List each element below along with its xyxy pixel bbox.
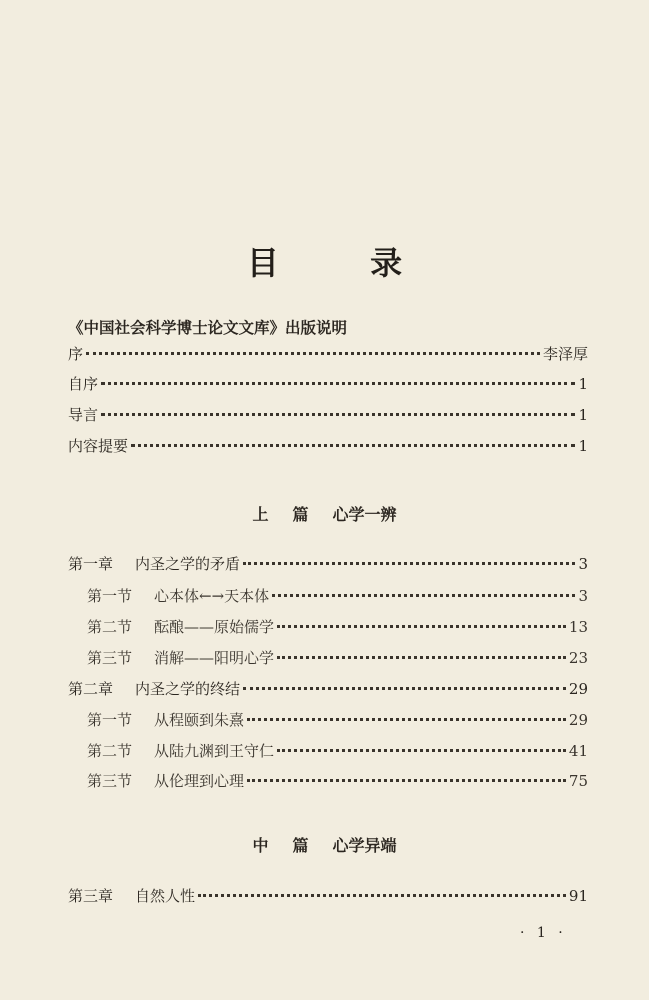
toc-entry-page: 3 (578, 555, 588, 573)
toc-entry-label: 从陆九渊到王守仁 (154, 742, 275, 760)
toc-entry-number: 第三节 (87, 772, 133, 790)
toc-entry-section[interactable] (87, 616, 588, 638)
part-heading-prefix: 中 (252, 836, 269, 855)
toc-entry-number: 第二节 (87, 618, 133, 636)
part-heading-title: 心学一辨 (332, 505, 397, 524)
toc-entry-label: 从伦理到心理 (154, 772, 245, 790)
dot-leader (131, 444, 575, 447)
dot-leader (277, 625, 566, 628)
dot-leader (247, 779, 566, 782)
toc-entry-page: 91 (568, 887, 588, 905)
toc-entry-section[interactable] (87, 740, 588, 762)
toc-entry-chapter[interactable] (68, 885, 588, 907)
toc-entry-section[interactable] (87, 770, 588, 792)
toc-entry-page: 1 (578, 406, 588, 424)
dot-leader (101, 382, 575, 385)
dot-leader (243, 562, 575, 565)
page-number: · 1 · (520, 925, 567, 941)
toc-entry-number: 第三节 (87, 649, 133, 667)
toc-entry-label: 从程颐到朱熹 (154, 711, 245, 729)
page-title: 目 录 (246, 244, 443, 282)
part-heading-title: 心学异端 (332, 836, 397, 855)
toc-entry-label: 内容提要 (68, 437, 129, 455)
toc-entry-page: 29 (568, 680, 588, 698)
toc-entry-number: 第二节 (87, 742, 133, 760)
part-heading-word: 篇 (292, 836, 309, 855)
toc-entry-label: 心本体←→天本体 (154, 587, 270, 605)
toc-entry-page: 1 (578, 375, 588, 393)
toc-entry-section[interactable] (87, 585, 588, 607)
part-heading-1 (0, 502, 649, 525)
toc-entry-chapter[interactable] (68, 553, 588, 575)
series-statement: 《中国社会科学博士论文文库》出版说明 (68, 318, 348, 337)
toc-entry-label: 内圣之学的终结 (135, 680, 241, 698)
toc-entry-label: 自然人性 (135, 887, 196, 905)
toc-entry-number: 第三章 (68, 887, 114, 905)
toc-entry-label: 酝酿——原始儒学 (154, 618, 275, 636)
toc-entry-abstract[interactable] (68, 435, 588, 457)
dot-leader (272, 594, 575, 597)
toc-entry-label: 内圣之学的矛盾 (135, 555, 241, 573)
toc-entry-page: 29 (568, 711, 588, 729)
toc-entry-section[interactable] (87, 709, 588, 731)
toc-entry-number: 第一节 (87, 711, 133, 729)
toc-entry-chapter[interactable] (68, 678, 588, 700)
dot-leader (86, 352, 540, 355)
toc-entry-page: 1 (578, 437, 588, 455)
part-heading-word: 篇 (292, 505, 309, 524)
dot-leader (101, 413, 575, 416)
toc-entry-preface[interactable] (68, 343, 588, 365)
part-heading-prefix: 上 (252, 505, 269, 524)
toc-entry-page: 3 (578, 587, 588, 605)
toc-entry-page: 75 (568, 772, 588, 790)
toc-entry-number: 第二章 (68, 680, 114, 698)
dot-leader (243, 687, 566, 690)
toc-entry-author-preface[interactable] (68, 373, 588, 395)
part-heading-2 (0, 833, 649, 856)
toc-entry-label: 序 (68, 345, 84, 363)
toc-entry-label: 自序 (68, 375, 99, 393)
toc-entry-page: 41 (568, 742, 588, 760)
dot-leader (247, 718, 566, 721)
toc-entry-page: 李泽厚 (542, 345, 588, 363)
toc-entry-label: 导言 (68, 406, 99, 424)
toc-entry-label: 消解——阳明心学 (154, 649, 275, 667)
toc-entry-number: 第一章 (68, 555, 114, 573)
dot-leader (198, 894, 566, 897)
toc-entry-section[interactable] (87, 647, 588, 669)
dot-leader (277, 656, 566, 659)
toc-entry-number: 第一节 (87, 587, 133, 605)
toc-entry-introduction[interactable] (68, 404, 588, 426)
dot-leader (277, 749, 566, 752)
toc-entry-page: 23 (568, 649, 588, 667)
toc-entry-page: 13 (568, 618, 588, 636)
